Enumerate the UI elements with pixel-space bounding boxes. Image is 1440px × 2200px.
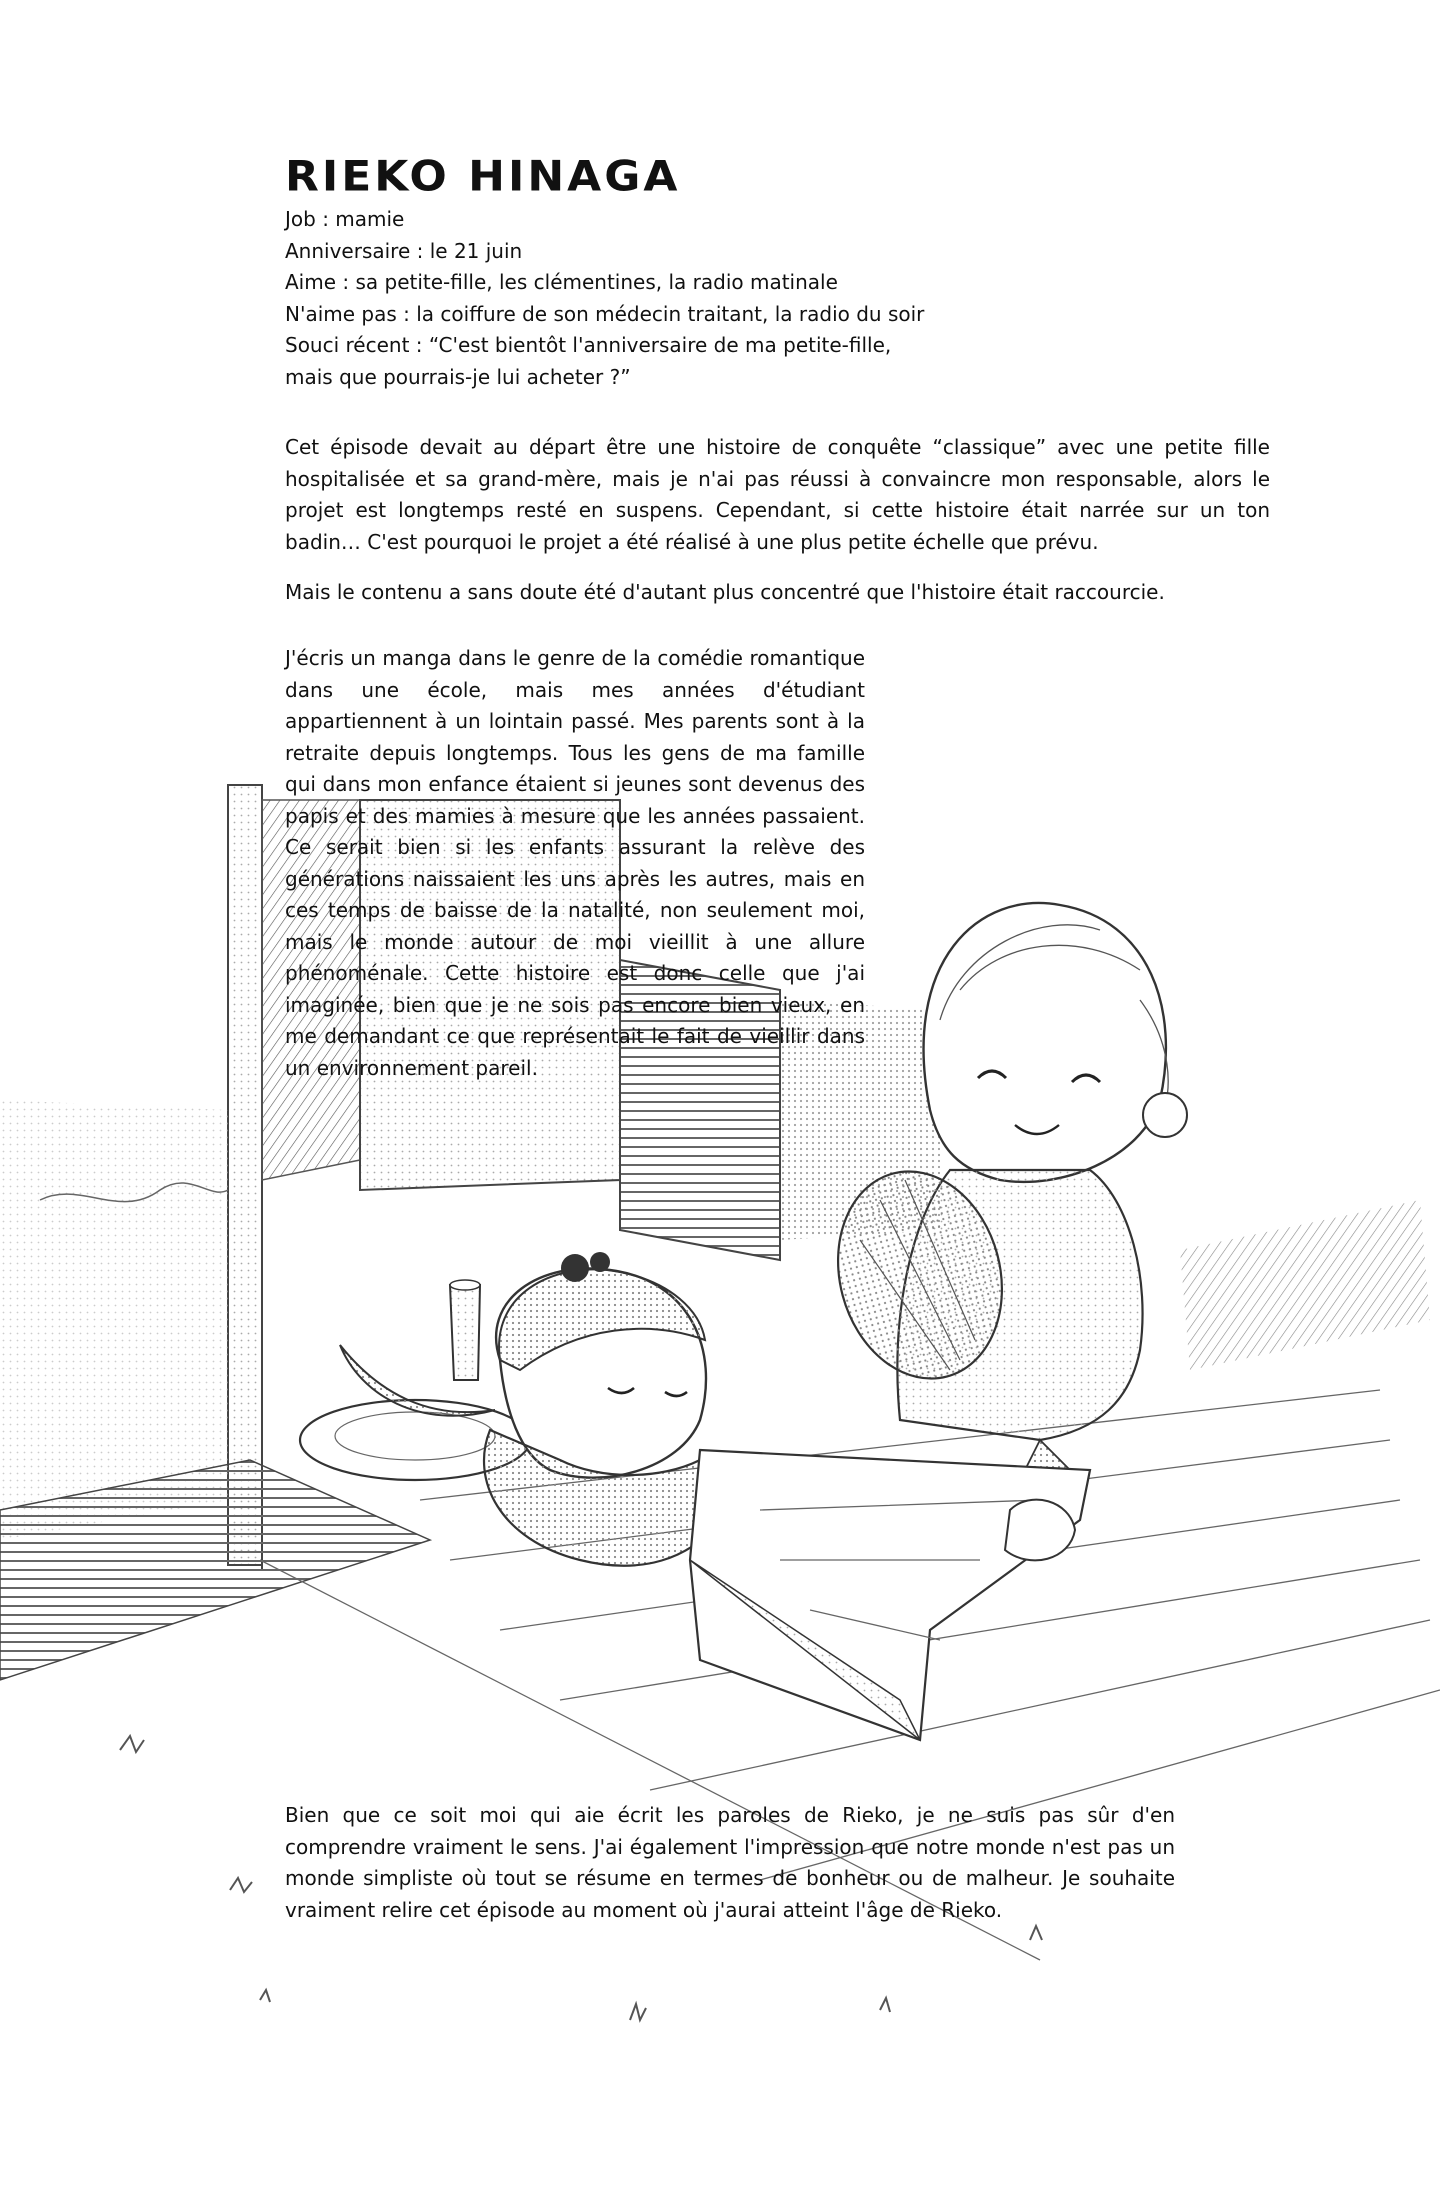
grandmother-figure xyxy=(816,903,1187,1500)
profile-job: Job : mamie xyxy=(285,207,405,231)
paragraph-episode-origin: Cet épisode devait au départ être une histoire de conquête “classique” avec une petite fille hospitalisée et sa grand-mère, mais je n'ai pas réussi à convaincre mon responsable, alors le projet est longtemps resté en suspens. Cependant, si cette histoire était narrée sur un ton badin… C'est pourquoi le projet a été réalisé à une plus petite échelle que prévu. xyxy=(285,435,1270,554)
paragraph-author-reflection: J'écris un manga dans le genre de la comédie romantique dans une école, mais mes années d'étudiant appartiennent à un lointain passé. Mes parents sont à la retraite depuis longtemps. Tous les gens de ma famille qui dans mon enfance étaient si jeunes sont devenus des papis et des mamies à mesure que les années passaient. Ce serait bien si les enfants assurant la relève des générations naissaient les uns après les autres, mais en ces temps de baisse de la natalité, non seulement moi, mais le monde autour de moi vieillit à une allure phénoménale. Cette histoire est donc celle que j'ai imaginée, bien que je ne sois pas encore bien vieux, en me demandant ce que représentait le fait de vieillir dans un environnement pareil. xyxy=(285,646,865,1080)
paragraph-closing: Bien que ce soit moi qui aie écrit les paroles de Rieko, je ne suis pas sûr d'en comprendre vraiment le sens. J'ai également l'impression que notre monde n'est pas un monde simpliste où tout se résume en termes de bonheur ou de malheur. Je souhaite vraiment relire cet épisode au moment où j'aurai atteint l'âge de Rieko. xyxy=(285,1803,1175,1922)
paragraph-content-concentrated: Mais le contenu a sans doute été d'autant plus concentré que l'histoire était raccourcie. xyxy=(285,580,1165,604)
profile-likes: Aime : sa petite-fille, les clémentines, la radio matinale xyxy=(285,270,838,294)
page-title: RIEKO HINAGA xyxy=(285,152,681,201)
profile-worry-line-2: mais que pourrais-je lui acheter ?” xyxy=(285,364,631,389)
character-profile xyxy=(285,204,924,393)
profile-dislikes: N'aime pas : la coiffure de son médecin traitant, la radio du soir xyxy=(285,301,925,326)
profile-birthday: Anniversaire : le 21 juin xyxy=(285,238,523,263)
profile-worry-line-1: Souci récent : “C'est bientôt l'anniversaire de ma petite-fille, xyxy=(285,333,892,357)
